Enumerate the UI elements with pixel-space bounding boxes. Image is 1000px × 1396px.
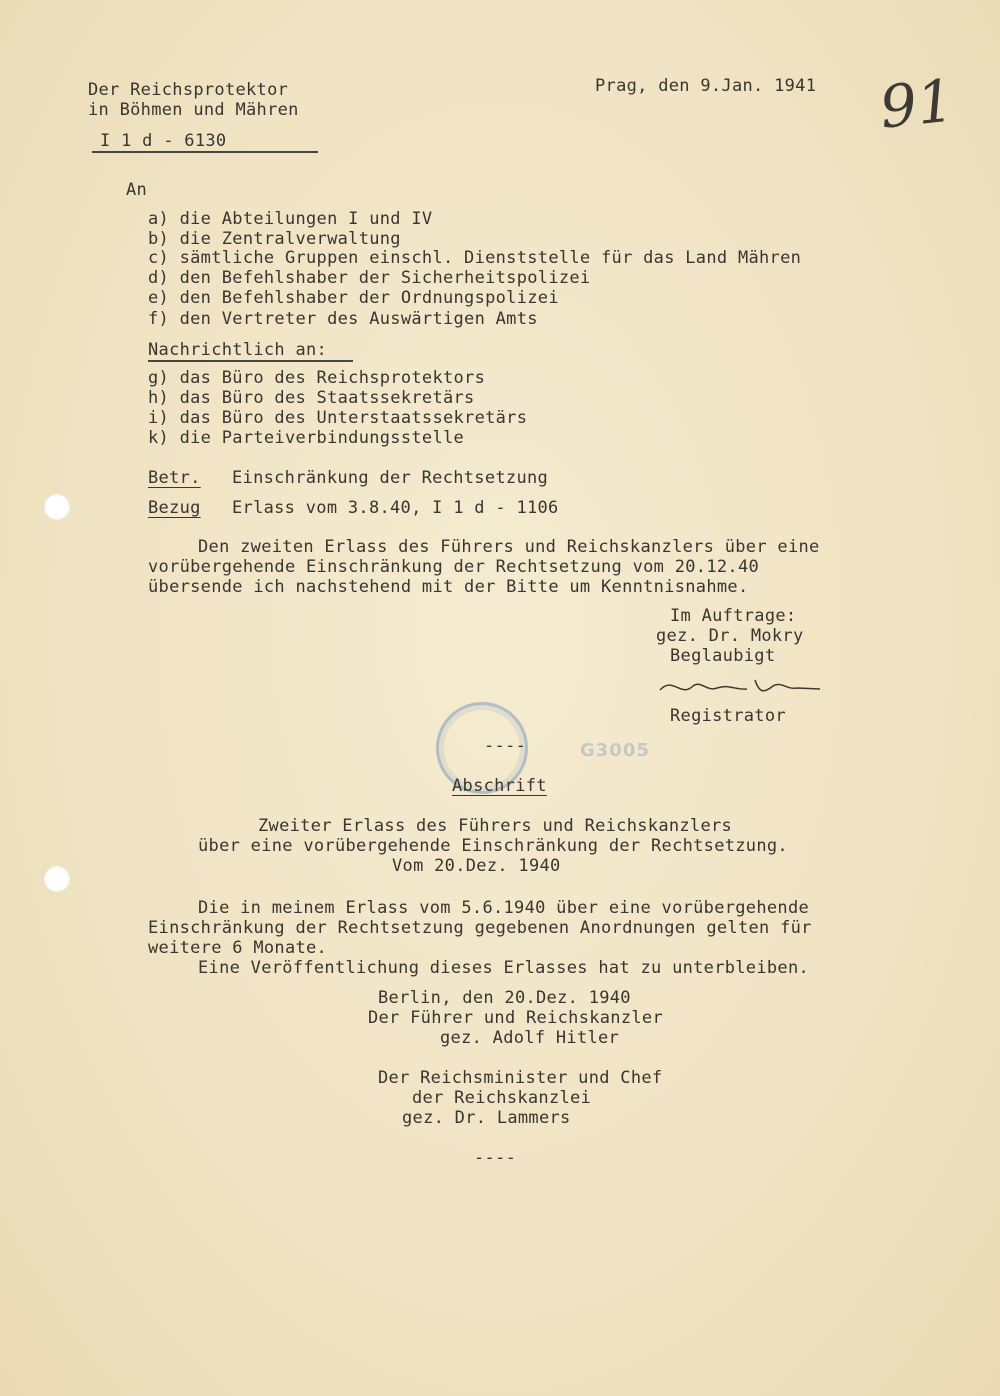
recipient-c: c) sämtliche Gruppen einschl. Dienststelle für das Land Mähren <box>148 248 802 268</box>
decree-body-line-3: weitere 6 Monate. <box>148 938 328 958</box>
signature-signed: gez. Dr. Mokry <box>656 626 804 646</box>
info-recipient-g: g) das Büro des Reichsprotektors <box>148 368 486 388</box>
sender-line-2: in Böhmen und Mähren <box>88 100 299 120</box>
copy-heading: Abschrift <box>452 776 547 796</box>
decree-signer-title: Der Führer und Reichskanzler <box>368 1008 663 1028</box>
punch-hole-bottom <box>44 866 70 892</box>
decree-title-line-1: Zweiter Erlass des Führers und Reichskanzlers <box>258 816 733 836</box>
body-line-3: übersende ich nachstehend mit der Bitte um Kenntnisnahme. <box>148 577 749 597</box>
body-line-1: Den zweiten Erlass des Führers und Reichskanzlers über eine <box>198 537 820 557</box>
decree-body-line-1: Die in meinem Erlass vom 5.6.1940 über eine vorübergehende <box>198 898 810 918</box>
registrar-title: Registrator <box>670 706 786 726</box>
info-recipient-k: k) die Parteiverbindungsstelle <box>148 428 465 448</box>
decree-body-line-2: Einschränkung der Rechtsetzung gegebenen Anordnungen gelten für <box>148 918 812 938</box>
minister-title-line-1: Der Reichsminister und Chef <box>378 1068 663 1088</box>
sender-line-1: Der Reichsprotektor <box>88 80 289 100</box>
recipient-f: f) den Vertreter des Auswärtigen Amts <box>148 309 538 329</box>
info-heading: Nachrichtlich an: <box>148 340 328 360</box>
decree-place-date: Berlin, den 20.Dez. 1940 <box>378 988 631 1008</box>
subject-label: Betr. <box>148 468 201 488</box>
signature-on-behalf: Im Auftrage: <box>670 606 797 626</box>
info-recipient-h: h) das Büro des Staatssekretärs <box>148 388 475 408</box>
place-date: Prag, den 9.Jan. 1941 <box>595 76 817 96</box>
recipient-b: b) die Zentralverwaltung <box>148 229 401 249</box>
recipient-d: d) den Befehlshaber der Sicherheitspolizei <box>148 268 591 288</box>
recipient-a: a) die Abteilungen I und IV <box>148 209 433 229</box>
info-heading-underline <box>148 360 353 362</box>
recipient-e: e) den Befehlshaber der Ordnungspolizei <box>148 288 559 308</box>
handwritten-signature <box>655 672 825 702</box>
minister-title-line-2: der Reichskanzlei <box>412 1088 592 1108</box>
punch-hole-top <box>44 494 70 520</box>
decree-body-line-4: Eine Veröffentlichung dieses Erlasses hat zu unterbleiben. <box>198 958 810 978</box>
signature-certified: Beglaubigt <box>670 646 776 666</box>
body-line-2: vorübergehende Einschränkung der Rechtsetzung vom 20.12.40 <box>148 557 760 577</box>
recipients-intro: An <box>126 180 148 200</box>
reference-underline <box>92 151 318 153</box>
reference-label: Bezug <box>148 498 201 518</box>
info-recipient-i: i) das Büro des Unterstaatssekretärs <box>148 408 528 428</box>
decree-signer-name: gez. Adolf Hitler <box>440 1028 620 1048</box>
reference-text: Erlass vom 3.8.40, I 1 d - 1106 <box>232 498 559 518</box>
separator-top: ---- <box>484 736 527 756</box>
minister-name: gez. Dr. Lammers <box>402 1108 571 1128</box>
subject-text: Einschränkung der Rechtsetzung <box>232 468 549 488</box>
decree-title-line-2: über eine vorübergehende Einschränkung der Rechtsetzung. <box>198 836 788 856</box>
handwritten-page-number: 91 <box>876 66 958 142</box>
stamp-text: G3005 <box>580 740 650 761</box>
decree-title-date: Vom 20.Dez. 1940 <box>392 856 561 876</box>
reference-number: I 1 d - 6130 <box>100 131 227 151</box>
separator-bottom: ---- <box>474 1148 517 1168</box>
